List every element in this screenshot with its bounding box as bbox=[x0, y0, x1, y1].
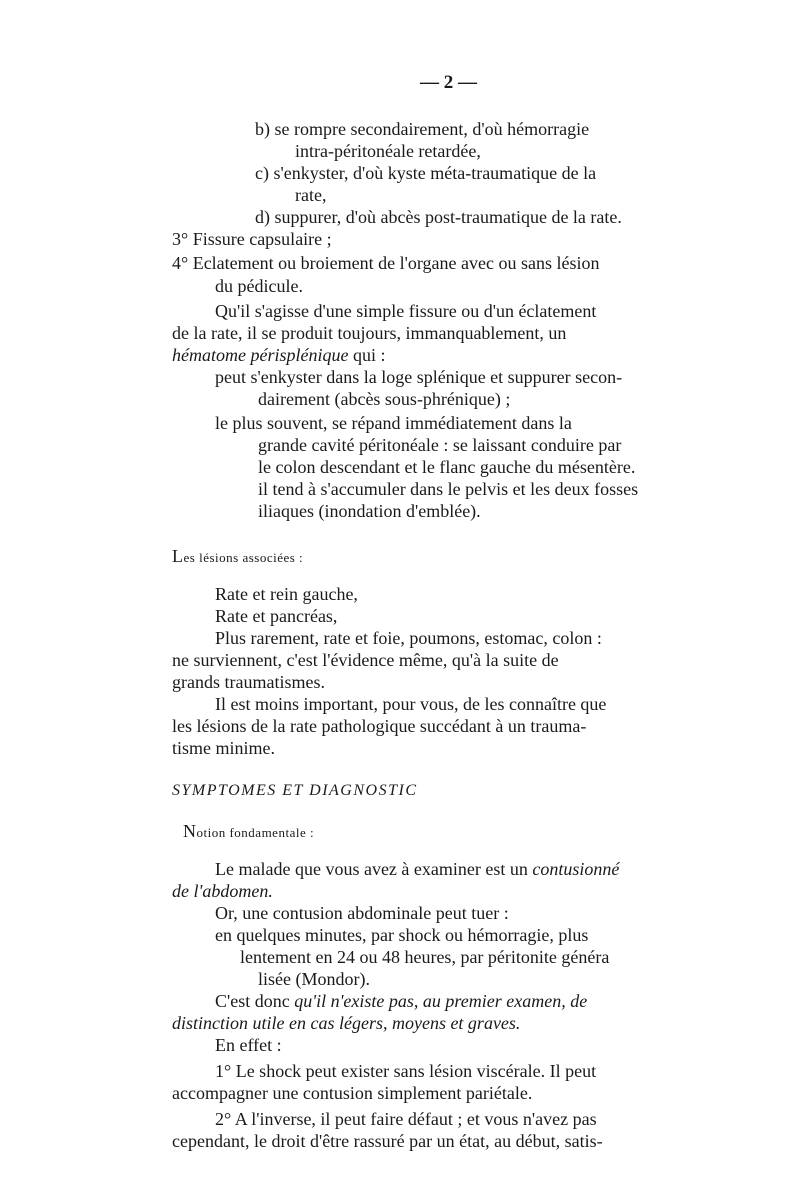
emphasis-line: de l'abdomen. bbox=[172, 881, 273, 901]
text-line: 1° Le shock peut exister sans lésion viscérale. Il peut bbox=[215, 1061, 597, 1081]
text-line: les lésions de la rate pathologique succédant à un trauma- bbox=[172, 716, 587, 736]
heading-initial: N bbox=[183, 821, 197, 841]
text-line: de la rate, il se produit toujours, immanquablement, un bbox=[172, 323, 567, 343]
emphasis-line: distinction utile en cas légers, moyens et graves. bbox=[172, 1013, 521, 1033]
text-line: En effet : bbox=[215, 1035, 282, 1055]
emphasis-text: qu'il n'existe pas, au premier examen, de bbox=[294, 991, 588, 1011]
text-line: d) suppurer, d'où abcès post-traumatique de la rate. bbox=[255, 207, 622, 227]
text-line: il tend à s'accumuler dans le pelvis et les deux fosses bbox=[258, 479, 639, 499]
text-fragment: C'est donc bbox=[215, 991, 290, 1011]
heading-initial: L bbox=[172, 546, 184, 566]
text-line: Il est moins important, pour vous, de les connaître que bbox=[215, 694, 607, 714]
text-fragment: qui : bbox=[352, 345, 386, 365]
section-heading-notion bbox=[183, 820, 314, 844]
text-line: c) s'enkyster, d'où kyste méta-traumatique de la bbox=[255, 163, 597, 183]
text-line bbox=[172, 344, 385, 366]
text-line: b) se rompre secondairement, d'où hémorragie bbox=[255, 119, 590, 139]
section-heading-symptomes: SYMPTOMES ET DIAGNOSTIC bbox=[172, 782, 418, 799]
text-fragment: Le malade que vous avez à examiner est un bbox=[215, 859, 528, 879]
text-line: le plus souvent, se répand immédiatement dans la bbox=[215, 413, 572, 433]
text-line: Plus rarement, rate et foie, poumons, estomac, colon : bbox=[215, 628, 602, 648]
text-line: grande cavité péritonéale : se laissant conduire par bbox=[258, 435, 622, 455]
text-line: du pédicule. bbox=[215, 276, 303, 296]
text-line: grands traumatismes. bbox=[172, 672, 325, 692]
text-line: 3° Fissure capsulaire ; bbox=[172, 229, 332, 249]
section-heading-lesions bbox=[172, 545, 303, 569]
text-line: Or, une contusion abdominale peut tuer : bbox=[215, 903, 509, 923]
text-line: intra-péritonéale retardée, bbox=[295, 141, 481, 161]
text-line: ne surviennent, c'est l'évidence même, qu'à la suite de bbox=[172, 650, 559, 670]
text-line: Qu'il s'agisse d'une simple fissure ou d'un éclatement bbox=[215, 301, 597, 321]
page-number: — 2 — bbox=[420, 72, 477, 93]
text-line: iliaques (inondation d'emblée). bbox=[258, 501, 481, 521]
text-line: 2° A l'inverse, il peut faire défaut ; et vous n'avez pas bbox=[215, 1109, 597, 1129]
heading-rest: otion fondamentale : bbox=[196, 825, 315, 840]
text-line: cependant, le droit d'être rassuré par un état, au début, satis- bbox=[172, 1131, 603, 1151]
text-line: Rate et rein gauche, bbox=[215, 584, 358, 604]
text-line: rate, bbox=[295, 185, 327, 205]
text-line: peut s'enkyster dans la loge splénique et suppurer secon- bbox=[215, 367, 623, 387]
text-line bbox=[215, 990, 587, 1012]
heading-rest: es lésions associées : bbox=[183, 550, 304, 565]
text-line: accompagner une contusion simplement pariétale. bbox=[172, 1083, 533, 1103]
emphasis-text: contusionné bbox=[532, 859, 620, 879]
text-line: tisme minime. bbox=[172, 738, 275, 758]
text-line bbox=[215, 858, 619, 880]
emphasis-text: hématome périsplénique bbox=[172, 345, 349, 365]
text-line: dairement (abcès sous-phrénique) ; bbox=[258, 389, 511, 409]
text-line: 4° Eclatement ou broiement de l'organe avec ou sans lésion bbox=[172, 253, 600, 273]
text-line: Rate et pancréas, bbox=[215, 606, 338, 626]
text-line: le colon descendant et le flanc gauche du mésentère. bbox=[258, 457, 636, 477]
text-line: lisée (Mondor). bbox=[258, 969, 370, 989]
text-line: lentement en 24 ou 48 heures, par péritonite généra bbox=[240, 947, 610, 967]
text-line: en quelques minutes, par shock ou hémorragie, plus bbox=[215, 925, 589, 945]
